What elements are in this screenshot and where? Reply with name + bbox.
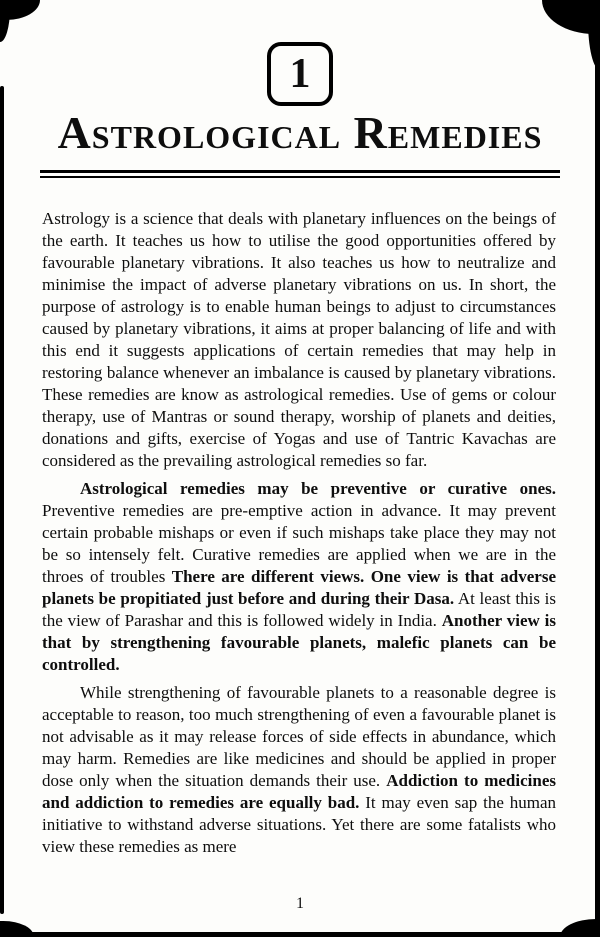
text-run-bold: Addiction to medicines and addiction to remedies are equally bad. — [42, 771, 556, 812]
scan-artifact-right-edge — [595, 58, 600, 930]
text-run: While strengthening of favourable planets to a reasonable degree is acceptable to reason, too much strengthening of even a favourable planet is not advisable as it may release forces of side effects in abundance, which may harm. Remedies are like medicines and should be applied in proper dose only when the situation demands their use. — [42, 683, 556, 790]
text-run: Preventive remedies are pre-emptive action in advance. It may prevent certain probable mishaps or even if such mishaps take place they may not be so intensely felt. Curative remedies are applied when we are in the throes of troubles — [42, 501, 556, 586]
text-run-bold: There are different views. One view is that adverse planets be propitiated just before and during their Dasa. — [42, 567, 556, 608]
page-title: Astrological Remedies — [57, 107, 543, 158]
text-run-bold: Another view is that by strengthening favourable planets, malefic planets can be controlled. — [42, 611, 556, 674]
text-run: Astrology is a science that deals with planetary influences on the beings of the earth. It teaches us how to utilise the good opportunities offered by favourable planetary vibrations. It also teaches us how to neutralize and minimise the impact of adverse planetary vibrations on us. In short, the purpose of astrology is to enable human beings to adjust to circumstances caused by planetary vibrations, it aims at proper balancing of life and with this end it suggests applications of certain remedies that may help in restoring balance whenever an imbalance is caused by planetary vibrations. These remedies are know as astrological remedies. Use of gems or colour therapy, use of Mantras or sound therapy, worship of planets and deities, donations and gifts, exercise of Yogas and use of Tantric Kavachas are considered as the prevailing astrological remedies so far. — [42, 209, 556, 470]
paragraph-1 — [42, 208, 556, 472]
scan-artifact-bottom-right — [560, 919, 600, 937]
text-run: It may even sap the human initiative to withstand adverse situations. Yet there are some fatalists who view these remedies as mere — [42, 793, 556, 856]
scan-artifact-left-edge — [0, 86, 4, 914]
paragraph-2 — [42, 478, 556, 676]
title-divider — [40, 170, 560, 178]
text-run: At least this is the view of Parashar and this is followed widely in India. — [42, 589, 556, 630]
page-number: 1 — [296, 895, 304, 912]
text-run-bold: Astrological remedies may be preventive or curative ones. — [80, 479, 556, 498]
scan-artifact-top-left-edge — [0, 0, 10, 42]
paragraph-3 — [42, 682, 556, 858]
chapter-number-box — [267, 42, 333, 106]
scan-artifact-bottom-left — [0, 921, 34, 937]
scan-artifact-bottom-edge — [0, 932, 600, 937]
body-text — [42, 208, 556, 864]
chapter-number: 1 — [289, 51, 311, 97]
